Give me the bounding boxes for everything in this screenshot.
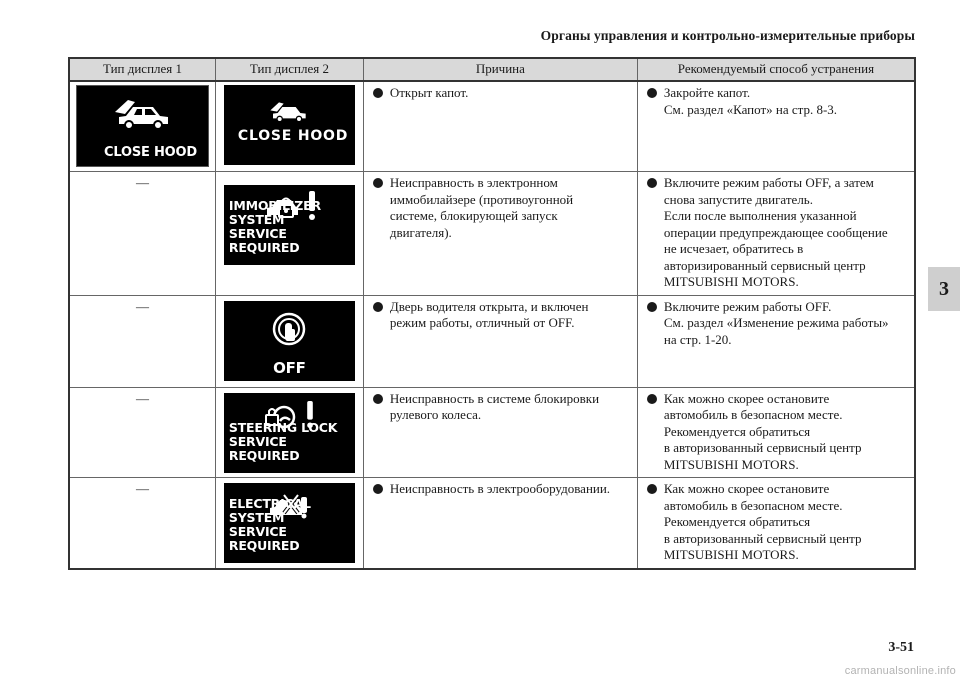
table-header-row — [69, 58, 915, 81]
display-close-hood-type1 — [76, 85, 209, 167]
column-header-cause: Причина — [363, 58, 637, 81]
car-hood-open-icon — [269, 99, 309, 123]
bullet-icon — [647, 302, 657, 312]
bullet-icon — [647, 484, 657, 494]
bullet-icon — [373, 178, 383, 188]
display-type-2-cell — [216, 387, 364, 478]
bullet-icon — [647, 178, 657, 188]
bullet-icon — [373, 88, 383, 98]
display-type-1-cell — [69, 81, 216, 172]
cause-text: Неисправность в системе блокировки рулевого колеса. — [389, 390, 600, 422]
no-display-dash: — — [136, 298, 149, 314]
display-type-1-cell — [69, 387, 216, 478]
remedy-cell — [637, 387, 915, 478]
chapter-tab[interactable]: 3 — [928, 267, 960, 311]
table-row — [69, 478, 915, 569]
car-hood-open-icon — [113, 96, 173, 130]
bullet-icon — [647, 394, 657, 404]
bullet-icon — [647, 88, 657, 98]
cause-cell — [363, 81, 637, 172]
cause-cell — [363, 295, 637, 387]
remedy-cell — [637, 172, 915, 296]
display-immobilizer — [224, 185, 355, 265]
display-type-2-cell — [216, 81, 364, 172]
remedy-cell — [637, 295, 915, 387]
display-label: OFF — [273, 358, 306, 377]
display-label: ELECTRICAL SYSTEM SERVICE REQUIRED — [228, 496, 311, 553]
display-off — [224, 301, 355, 381]
display-type-1-cell — [69, 295, 216, 387]
display-type-2-cell — [216, 172, 364, 296]
no-display-dash: — — [136, 175, 149, 190]
no-display-dash: — — [136, 481, 149, 496]
watermark: carmanualsonline.info — [844, 665, 956, 677]
display-steering-lock — [224, 393, 355, 473]
display-label: CLOSE HOOD — [104, 145, 197, 160]
cause-text: Дверь водителя открыта, и включен режим работы, отличный от OFF. — [389, 298, 589, 330]
remedy-text: Включите режим работы OFF. См. раздел «Изменение режима работы» на стр. 1-20. — [663, 298, 889, 347]
running-header: Органы управления и контрольно-измерительные приборы — [540, 28, 915, 43]
remedy-cell — [637, 81, 915, 172]
cause-text: Неисправность в электронном иммобилайзере (противоугонной системе, блокирующей запуск двигателя). — [389, 175, 574, 240]
remedy-text: Как можно скорее остановите автомобиль в безопасном месте. Рекомендуется обратиться в авторизованный сервисный центр MITSUBISHI MOTORS. — [663, 390, 862, 472]
column-header-display-type-1: Тип дисплея 1 — [69, 58, 216, 81]
cause-cell — [363, 478, 637, 569]
display-electrical-system — [224, 483, 355, 563]
page-number: 3-51 — [888, 640, 914, 655]
display-label: CLOSE HOOD — [237, 128, 349, 144]
display-type-2-cell — [216, 478, 364, 569]
display-message-table — [68, 57, 916, 570]
remedy-text: Включите режим работы OFF, а затем снова запустите двигатель. Если после выполнения указанной операции предупреждающее сообщение не исчезает, обратитесь в авторизированный сервисный центр MITSUBISHI MOTORS. — [663, 175, 888, 289]
display-label: STEERING LOCK SERVICE REQUIRED — [228, 419, 338, 463]
no-display-dash: — — [136, 390, 149, 406]
cause-cell — [363, 387, 637, 478]
column-header-display-type-2: Тип дисплея 2 — [216, 58, 364, 81]
cause-text: Открыт капот. — [389, 85, 469, 100]
bullet-icon — [373, 394, 383, 404]
power-button-icon — [271, 311, 307, 347]
display-label: IMMOBILIZER SYSTEM SERVICE REQUIRED — [228, 198, 321, 255]
table-row — [69, 81, 915, 172]
cause-text: Неисправность в электрооборудовании. — [389, 481, 611, 496]
bullet-icon — [373, 302, 383, 312]
cause-cell — [363, 172, 637, 296]
remedy-cell — [637, 478, 915, 569]
display-type-1-cell — [69, 172, 216, 296]
remedy-text: Закройте капот. См. раздел «Капот» на стр. 8-3. — [663, 85, 838, 117]
display-type-1-cell — [69, 478, 216, 569]
table-row — [69, 387, 915, 478]
display-type-2-cell — [216, 295, 364, 387]
column-header-remedy: Рекомендуемый способ устранения — [637, 58, 915, 81]
remedy-text: Как можно скорее остановите автомобиль в безопасном месте. Рекомендуется обратиться в авторизованный сервисный центр MITSUBISHI MOTORS. — [663, 481, 862, 562]
table-row — [69, 172, 915, 296]
bullet-icon — [373, 484, 383, 494]
table-row — [69, 295, 915, 387]
display-close-hood-type2 — [224, 85, 355, 165]
